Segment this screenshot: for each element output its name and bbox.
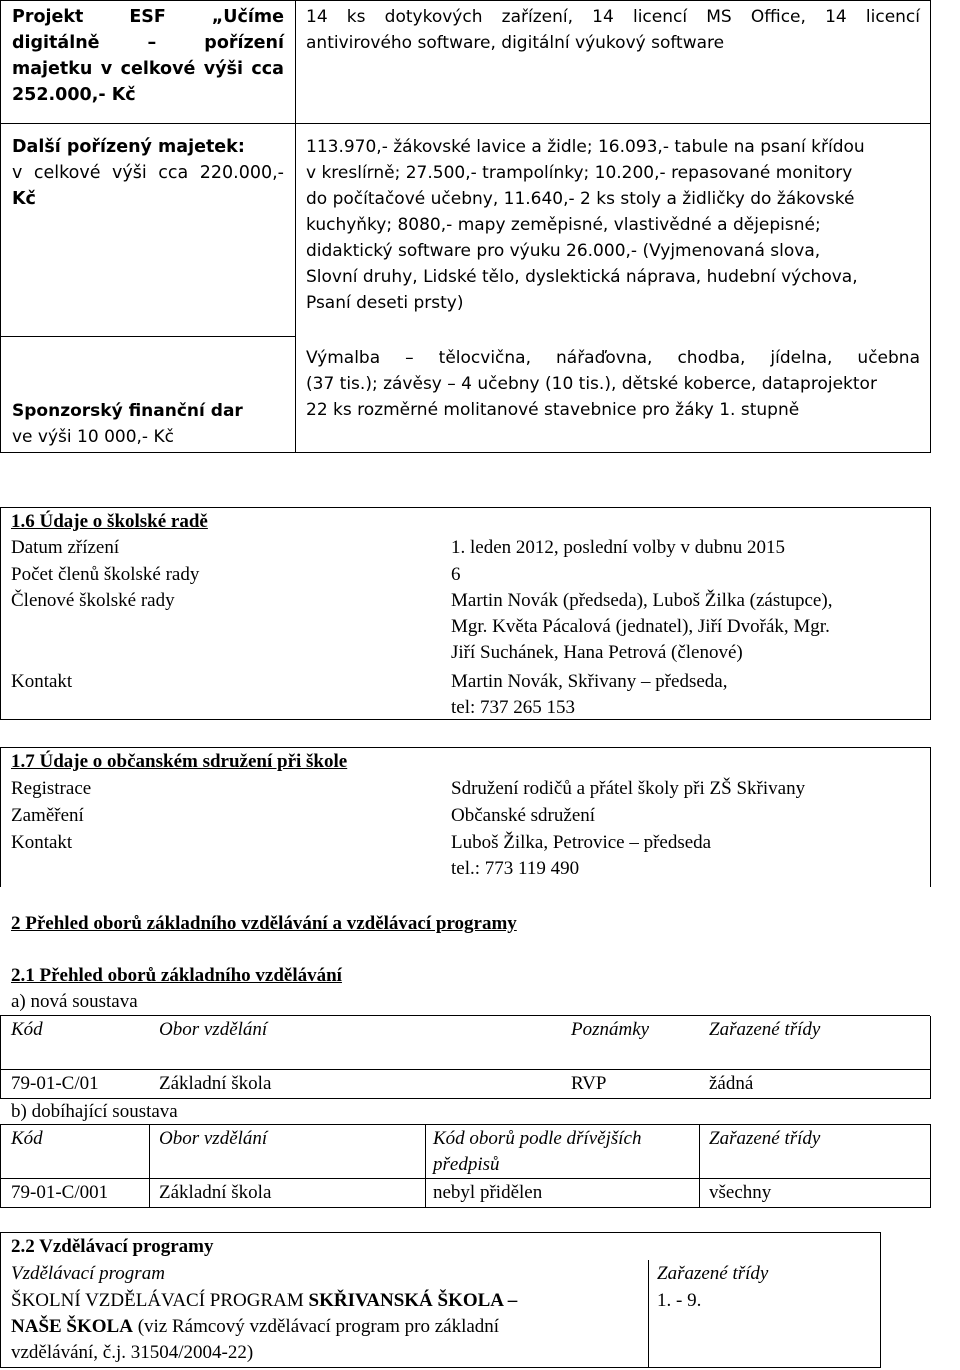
table-cell: všechny	[709, 1182, 772, 1203]
col-header-classes: Zařazené třídy	[709, 1019, 821, 1040]
program-name: ŠKOLNÍ VZDĚLÁVACÍ PROGRAM SKŘIVANSKÁ ŠKOLA – NAŠE ŠKOLA (viz Rámcový vzdělávací program pro základní vzdělávání, č.j. 31504/2004-22)	[11, 1290, 518, 1363]
association-heading: 1.7 Údaje o občanském sdružení při škole	[11, 751, 348, 772]
association-row-value: Sdružení rodičů a přátel školy při ZŠ Skřivany	[451, 778, 806, 799]
programs-heading: 2.2 Vzdělávací programy	[11, 1236, 214, 1257]
old-system-table	[0, 1124, 931, 1209]
council-row-value: 6	[451, 564, 461, 585]
association-row-value: Občanské sdružení	[451, 805, 596, 826]
association-row-label: Zaměření	[11, 805, 84, 826]
sponsor-gift-items: Výmalba – tělocvična, nářaďovna, chodba, jídelna, učebna (37 tis.); závěsy – 4 učebny (10 tis.), dětské koberce, dataprojektor 22 ks rozměrné molitanové stavebnice pro žáky 1. stupně	[306, 348, 920, 420]
col-header-classes: Zařazené třídy	[657, 1263, 769, 1284]
table-cell: RVP	[571, 1073, 607, 1094]
council-row-value: Martin Novák, Skřivany – předseda, tel: 737 265 153	[451, 671, 728, 718]
council-row-label: Členové školské rady	[11, 590, 175, 611]
council-row-label: Datum zřízení	[11, 537, 120, 558]
other-assets-items: 113.970,- žákovské lavice a židle; 16.093,- tabule na psaní křídou v kreslírně; 27.500,- trampolínky; 10.200,- repasované monitory do počítačové učebny, 11.640,- 2 ks stoly a židličky do žákovské kuchyňky; 8080,- mapy zeměpisné, vlastivědné a dějepisné; didaktický software pro výuku 26.000,- (Vyjmenovaná slova, Slovní druhy, Lidské tělo, dyslektická náprava, hudební výchova, Psaní deseti prsty)	[306, 137, 865, 313]
col-header-field: Obor vzdělání	[159, 1019, 268, 1040]
program-classes: 1. - 9.	[657, 1290, 702, 1311]
sponsor-gift-cell: Sponzorský finanční dar ve výši 10 000,- Kč	[12, 401, 243, 447]
col-header-old-code: Kód oborů podle dřívějších předpisů	[433, 1128, 642, 1175]
table-cell: žádná	[709, 1073, 754, 1094]
col-header-program: Vzdělávací program	[11, 1263, 165, 1284]
assets-table	[0, 0, 931, 453]
school-council-table	[0, 507, 931, 720]
col-header-notes: Poznámky	[571, 1019, 650, 1040]
col-header-classes: Zařazené třídy	[709, 1128, 821, 1149]
table-cell: nebyl přidělen	[433, 1182, 543, 1203]
new-system-label: a) nová soustava	[11, 991, 138, 1012]
school-council-heading: 1.6 Údaje o školské radě	[11, 511, 208, 532]
council-row-label: Kontakt	[11, 671, 73, 692]
col-header-field: Obor vzdělání	[159, 1128, 268, 1149]
association-row-label: Registrace	[11, 778, 92, 799]
old-system-label: b) dobíhající soustava	[11, 1101, 178, 1122]
table-cell: Základní škola	[159, 1182, 272, 1203]
section2-heading: 2 Přehled oborů základního vzdělávání a vzdělávací programy	[11, 913, 517, 934]
col-header-code: Kód	[11, 1128, 43, 1149]
col-header-code: Kód	[11, 1019, 43, 1040]
project-esf-cell: Projekt ESF „Učíme digitálně – pořízení majetku v celkové výši cca 252.000,- Kč	[12, 7, 284, 105]
council-row-value: Martin Novák (předseda), Luboš Žilka (zástupce), Mgr. Květa Pácalová (jednatel), Jiří Dvořák, Mgr. Jiří Suchánek, Hana Petrová (členové)	[451, 590, 833, 663]
council-row-label: Počet členů školské rady	[11, 564, 200, 585]
section21-heading: 2.1 Přehled oborů základního vzdělávání	[11, 965, 342, 986]
association-row-value: Luboš Žilka, Petrovice – předseda tel.: 773 119 490	[451, 832, 712, 879]
council-row-value: 1. leden 2012, poslední volby v dubnu 2015	[451, 537, 786, 558]
project-esf-items: 14 ks dotykových zařízení, 14 licencí MS Office, 14 licencí antivirového software, digitální výukový software	[306, 7, 920, 53]
association-table	[0, 747, 931, 887]
table-cell: Základní škola	[159, 1073, 272, 1094]
table-cell: 79-01-C/001	[11, 1182, 109, 1203]
table-cell: 79-01-C/01	[11, 1073, 99, 1094]
association-row-label: Kontakt	[11, 832, 73, 853]
programs-table	[0, 1232, 881, 1368]
new-system-table	[0, 1015, 931, 1099]
other-assets-cell: Další pořízený majetek: v celkové výši cca 220.000,- Kč	[12, 137, 284, 209]
